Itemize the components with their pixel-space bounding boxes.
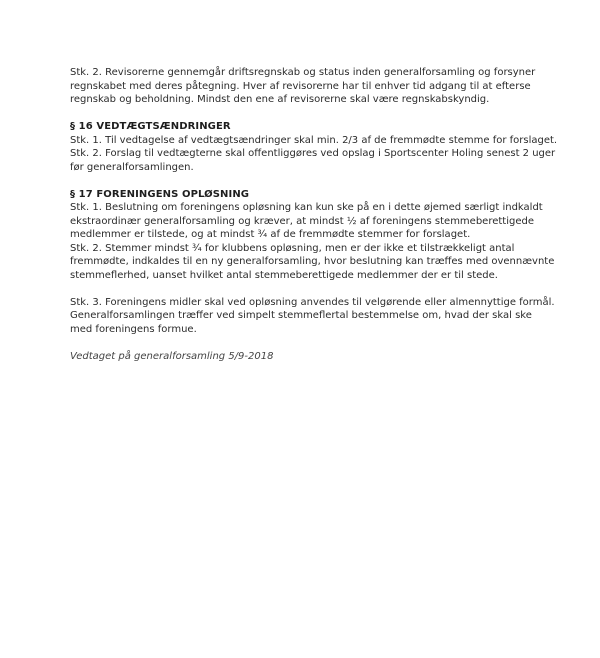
section16-stk1: Stk. 1. Til vedtagelse af vedtægtsændringer skal min. 2/3 af de fremmødte stemme for forslaget. (70, 134, 558, 146)
document-page (70, 66, 570, 363)
text-line: Stk. 2. Forslag til vedtægterne skal offentliggøres ved opslag i Sportscenter Holing senest 2 uger (70, 148, 556, 159)
text-line: Stk. 2. Stemmer mindst ¾ for klubbens opløsning, men er der ikke et tilstrækkeligt antal (70, 242, 515, 254)
text-line: før generalforsamlingen. (70, 161, 194, 173)
text-line: regnskabet med deres påtegning. Hver af revisorerne har til enhver tid adgang til at efterse (70, 80, 531, 92)
section17-heading: § 17 FORENINGENS OPLØSNING (70, 188, 250, 200)
text-line: Stk. 1. Beslutning om foreningens opløsning kan kun ske på en i dette øjemed særligt indkaldt (70, 202, 543, 213)
signature-block (70, 350, 570, 364)
spacer (70, 107, 570, 121)
text-line: med foreningens formue. (70, 323, 197, 335)
text-line: Stk. 2. Revisorerne gennemgår driftsregnskab og status inden generalforsamling og forsyner (70, 67, 536, 78)
text-line: ekstraordinær generalforsamling og kræver, at mindst ½ af foreningens stemmeberettigede (70, 215, 534, 227)
text-line: Generalforsamlingen træffer ved simpelt stemmeflertal bestemmelse om, hvad der skal ske (70, 310, 532, 321)
section17 (70, 188, 570, 283)
text-line: fremmødte, indkaldes til en ny generalforsamling, hvor beslutning kan træffes med ovennævnte (70, 256, 555, 267)
adoption-note: Vedtaget på generalforsamling 5/9-2018 (70, 350, 274, 362)
text-line: stemmeflerhed, uanset hvilket antal stemmeberettigede medlemmer der er til stede. (70, 269, 498, 281)
text-line: Stk. 3. Foreningens midler skal ved opløsning anvendes til velgørende eller almennyttige formål. (70, 296, 555, 308)
text-line: regnskab og beholdning. Mindst den ene af revisorerne skal være regnskabskyndig. (70, 94, 490, 105)
text-line: medlemmer er tilstede, og at mindst ¾ af de fremmødte stemmer for forslaget. (70, 229, 471, 240)
spacer (70, 174, 570, 188)
section16-heading: § 16 VEDTÆGTSÆNDRINGER (70, 121, 231, 132)
spacer (70, 282, 570, 296)
section17-stk3 (70, 296, 570, 337)
section16 (70, 120, 570, 174)
spacer (70, 336, 570, 350)
section15-stk2 (70, 66, 570, 107)
